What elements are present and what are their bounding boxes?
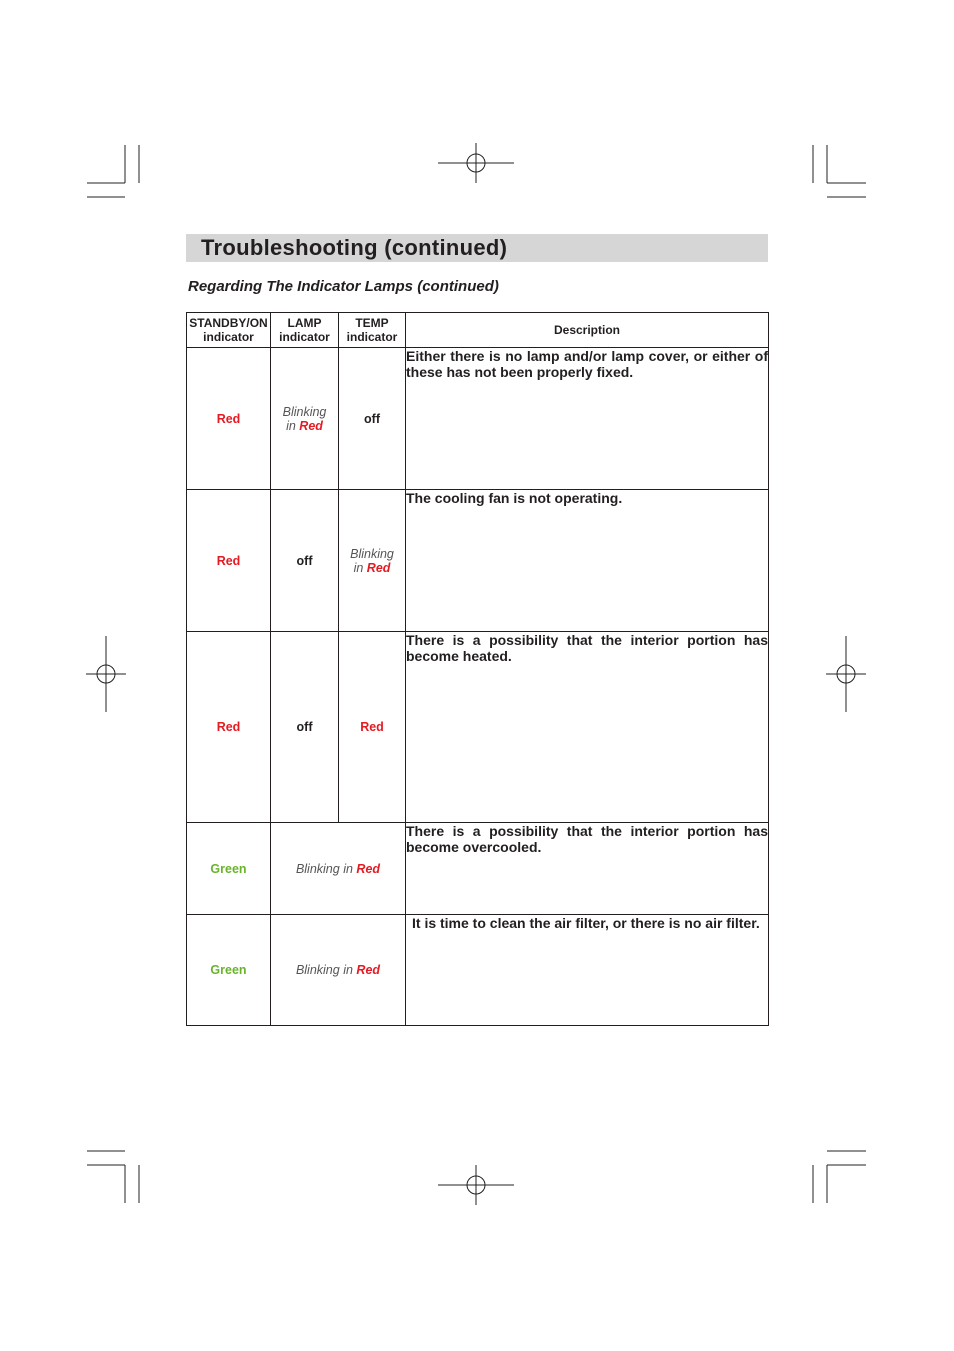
lamp-cell [271,348,339,490]
standby-cell: Red [187,490,271,632]
in-label: in [343,861,353,876]
table-row [187,823,769,915]
blink-color-label: Red [356,861,381,876]
temp-cell: off [339,348,406,490]
header-standby [187,313,271,348]
standby-cell: Green [187,823,271,915]
header-lamp [271,313,339,348]
header-lamp-line1: LAMP [287,316,322,330]
description-cell [406,348,769,490]
description-cell [406,823,769,915]
in-label: in [353,560,364,575]
standby-cell: Green [187,915,271,1026]
subtitle-main: Regarding The Indicator Lamps [188,278,414,295]
table-row [187,348,769,490]
description-text: Either there is no lamp and/or lamp cover, or either of these has not been properly fixed. [406,348,768,380]
lamp-temp-cell [271,915,406,1026]
blinking-label: Blinking [282,404,327,419]
description-text: There is a possibility that the interior portion has become overcooled. [406,823,768,855]
description-cell [406,490,769,632]
lamp-temp-cell [271,823,406,915]
in-label: in [343,963,353,977]
header-temp [339,313,406,348]
blinking-label: Blinking [295,861,340,876]
header-description: Description [406,313,769,348]
blinking-label: Blinking [350,546,394,561]
table-header-row [187,313,769,348]
header-temp-line1: TEMP [355,316,389,330]
table-row [187,915,769,1026]
description-text: It is time to clean the air filter, or there is no air filter. [412,915,760,931]
description-text: There is a possibility that the interior portion has become heated. [406,632,768,664]
header-standby-line1: STANDBY/ON [189,316,268,330]
in-label: in [286,418,296,433]
table-row [187,632,769,823]
subtitle-continued: (continued) [417,278,499,295]
title-bar [186,234,768,262]
indicator-table [186,312,769,1026]
lamp-cell: off [271,490,339,632]
description-text: The cooling fan is not operating. [406,490,623,506]
header-lamp-line2: indicator [279,330,330,344]
standby-cell: Red [187,348,271,490]
standby-cell: Red [187,632,271,823]
header-temp-line2: indicator [346,330,398,344]
table-row [187,490,769,632]
blinking-label: Blinking [295,963,340,977]
temp-cell: Red [339,632,406,823]
blink-color-label: Red [366,560,391,575]
page-title: Troubleshooting (continued) [201,235,508,260]
blink-color-label: Red [299,418,323,433]
description-cell [406,915,769,1026]
section-subtitle [188,278,499,295]
temp-cell [339,490,406,632]
blink-color-label: Red [356,963,381,977]
description-cell [406,632,769,823]
header-standby-line2: indicator [203,330,254,344]
lamp-cell: off [271,632,339,823]
